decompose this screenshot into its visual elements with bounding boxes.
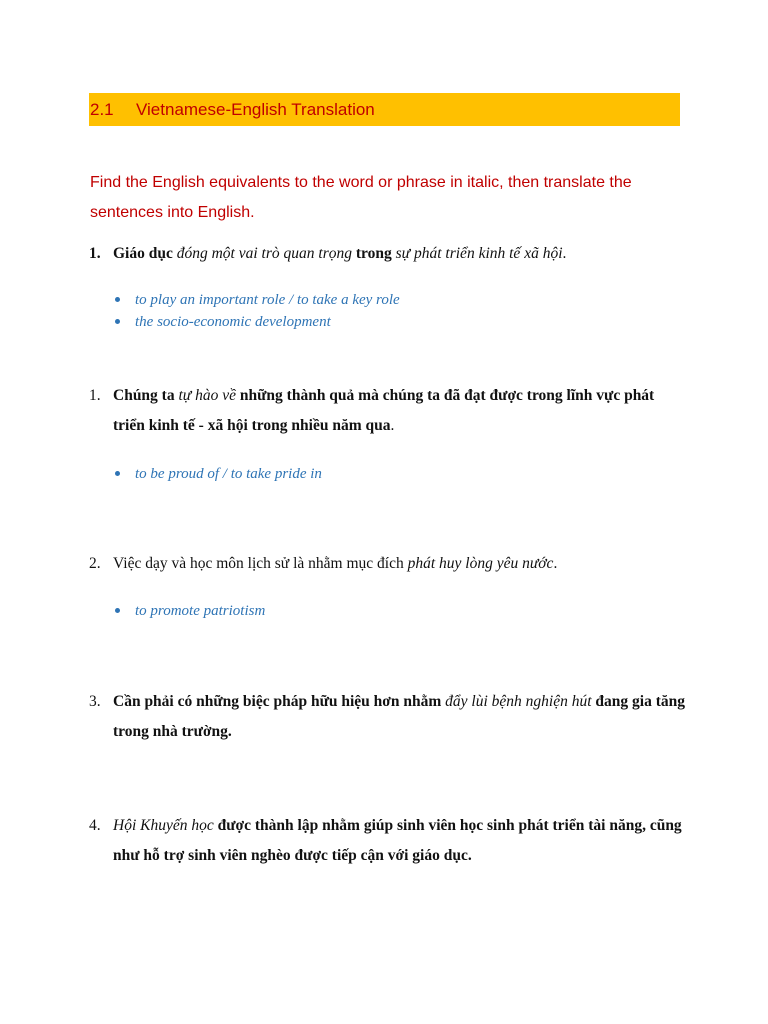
item-sentence (113, 811, 689, 871)
sentence-segment: đang gia tăng trong nhà trường. (113, 693, 685, 740)
sentence-italic-phrase: phát huy lòng yêu nước (407, 555, 554, 572)
sentence-segment: Giáo dục (113, 245, 177, 262)
section-title: Vietnamese-English Translation (136, 99, 375, 119)
sentence-italic-phrase: sự phát triển kinh tế xã hội (395, 245, 563, 262)
item-number: 4. (89, 817, 101, 834)
sentence-italic-phrase: đóng một vai trò quan trọng (176, 245, 352, 262)
answer-item: to be proud of / to take pride in (113, 463, 322, 485)
sentence-segment: những thành quả mà chúng ta đã đạt được trong lĩnh vực phát triển kinh tế - xã hội trong nhiều năm qua (113, 387, 655, 434)
item-number: 2. (89, 555, 101, 572)
sentence-italic-phrase: tự hào về (178, 387, 236, 404)
item-sentence (113, 687, 689, 747)
answer-list (113, 600, 265, 622)
sentence-segment: . (562, 245, 567, 262)
exercise-item-4 (89, 687, 689, 747)
sentence-italic-phrase: đẩy lùi bệnh nghiện hút (445, 693, 592, 710)
exercise-item-1 (89, 239, 689, 269)
sentence-segment: . (553, 555, 558, 572)
sentence-segment: trong (351, 245, 396, 262)
answer-item: to play an important role / to take a key role (113, 289, 400, 311)
exercise-item-2 (89, 381, 689, 441)
sentence-italic-phrase: Hội Khuyến học (113, 817, 214, 834)
section-heading (89, 93, 680, 126)
exercise-instruction: Find the English equivalents to the word or phrase in italic, then translate the sentences into English. (90, 174, 632, 221)
answer-item: to promote patriotism (113, 600, 265, 622)
exercise-item-3 (89, 549, 689, 579)
item-number: 1. (89, 245, 101, 262)
item-number: 3. (89, 693, 101, 710)
sentence-segment: Cần phải có những biệc pháp hữu hiệu hơn nhằm (113, 693, 446, 710)
item-sentence (113, 549, 689, 579)
section-number: 2.1 (90, 99, 114, 119)
answer-list (113, 463, 322, 485)
item-sentence (113, 381, 689, 441)
sentence-segment: Chúng ta (113, 387, 179, 404)
answer-item: the socio-economic development (113, 311, 400, 333)
sentence-segment: Việc dạy và học môn lịch sử là nhằm mục đích (113, 555, 408, 572)
item-sentence (113, 239, 689, 269)
exercise-item-5 (89, 811, 689, 871)
sentence-segment: được thành lập nhằm giúp sinh viên học sinh phát triển tài năng, cũng như hỗ trợ sinh viên nghèo được tiếp cận với giáo dục. (113, 817, 682, 864)
item-number: 1. (89, 387, 101, 404)
answer-list (113, 289, 400, 333)
sentence-segment: . (390, 417, 395, 434)
